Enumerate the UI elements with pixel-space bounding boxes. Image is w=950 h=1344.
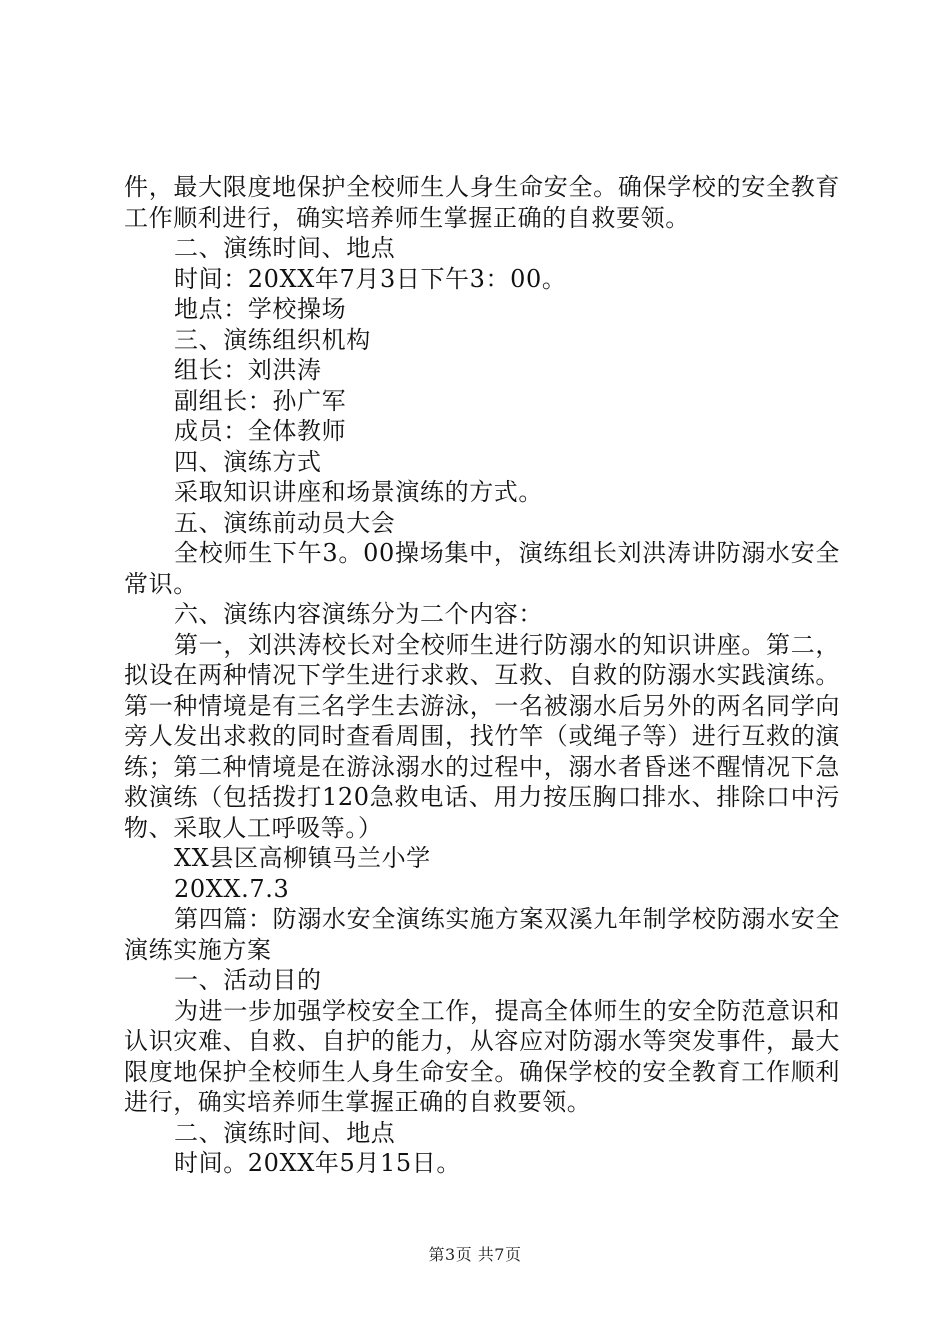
paragraph-10: 采取知识讲座和场景演练的方式。	[174, 478, 543, 506]
paragraph-12: 全校师生下午3。00操场集中，演练组长刘洪涛讲防溺水安全常识。	[124, 539, 840, 598]
page-footer	[0, 1242, 950, 1265]
paragraph-9: 四、演练方式	[174, 447, 322, 476]
paragraph-8: 成员：全体教师	[174, 417, 347, 445]
paragraph-16: 20XX.7.3	[174, 874, 290, 903]
paragraph-17: 第四篇：防溺水安全演练实施方案双溪九年制学校防溺水安全演练实施方案	[124, 905, 840, 964]
paragraph-6: 组长：刘洪涛	[174, 356, 322, 384]
page-number-label: 第3页 共7页	[428, 1245, 522, 1264]
paragraph-1: 件，最大限度地保护全校师生人身生命安全。确保学校的安全教育工作顺利进行，确实培养师生掌握正确的自救要领。	[124, 173, 840, 232]
paragraph-19: 为进一步加强学校安全工作，提高全体师生的安全防范意识和认识灾难、自救、自护的能力，从容应对防溺水等突发事件，最大限度地保护全校师生人身生命安全。确保学校的安全教育工作顺利进行，确实培养师生掌握正确的自救要领。	[124, 996, 840, 1116]
paragraph-13: 六、演练内容演练分为二个内容：	[174, 600, 543, 628]
paragraph-4: 地点：学校操场	[174, 295, 347, 323]
paragraph-20: 二、演练时间、地点	[174, 1118, 396, 1147]
paragraph-14: 第一，刘洪涛校长对全校师生进行防溺水的知识讲座。第二，拟设在两种情况下学生进行求救、互救、自救的防溺水实践演练。第一种情境是有三名学生去游泳，一名被溺水后另外的两名同学向旁人发出求救的同时查看周围，找竹竿（或绳子等）进行互救的演练；第二种情境是在游泳溺水的过程中，溺水者昏迷不醒情况下急救演练（包括拨打120急救电话、用力按压胸口排水、排除口中污物、采取人工呼吸等。）	[124, 630, 840, 842]
paragraph-7: 副组长：孙广军	[174, 386, 347, 415]
paragraph-5: 三、演练组织机构	[174, 325, 371, 354]
document-body	[124, 172, 840, 1179]
paragraph-15: XX县区高柳镇马兰小学	[174, 844, 431, 872]
paragraph-3: 时间：20XX年7月3日下午3：00。	[174, 264, 567, 293]
paragraph-21: 时间。20XX年5月15日。	[174, 1149, 461, 1177]
paragraph-2: 二、演练时间、地点	[174, 234, 396, 262]
paragraph-11: 五、演练前动员大会	[174, 508, 396, 537]
paragraph-18: 一、活动目的	[174, 966, 322, 994]
